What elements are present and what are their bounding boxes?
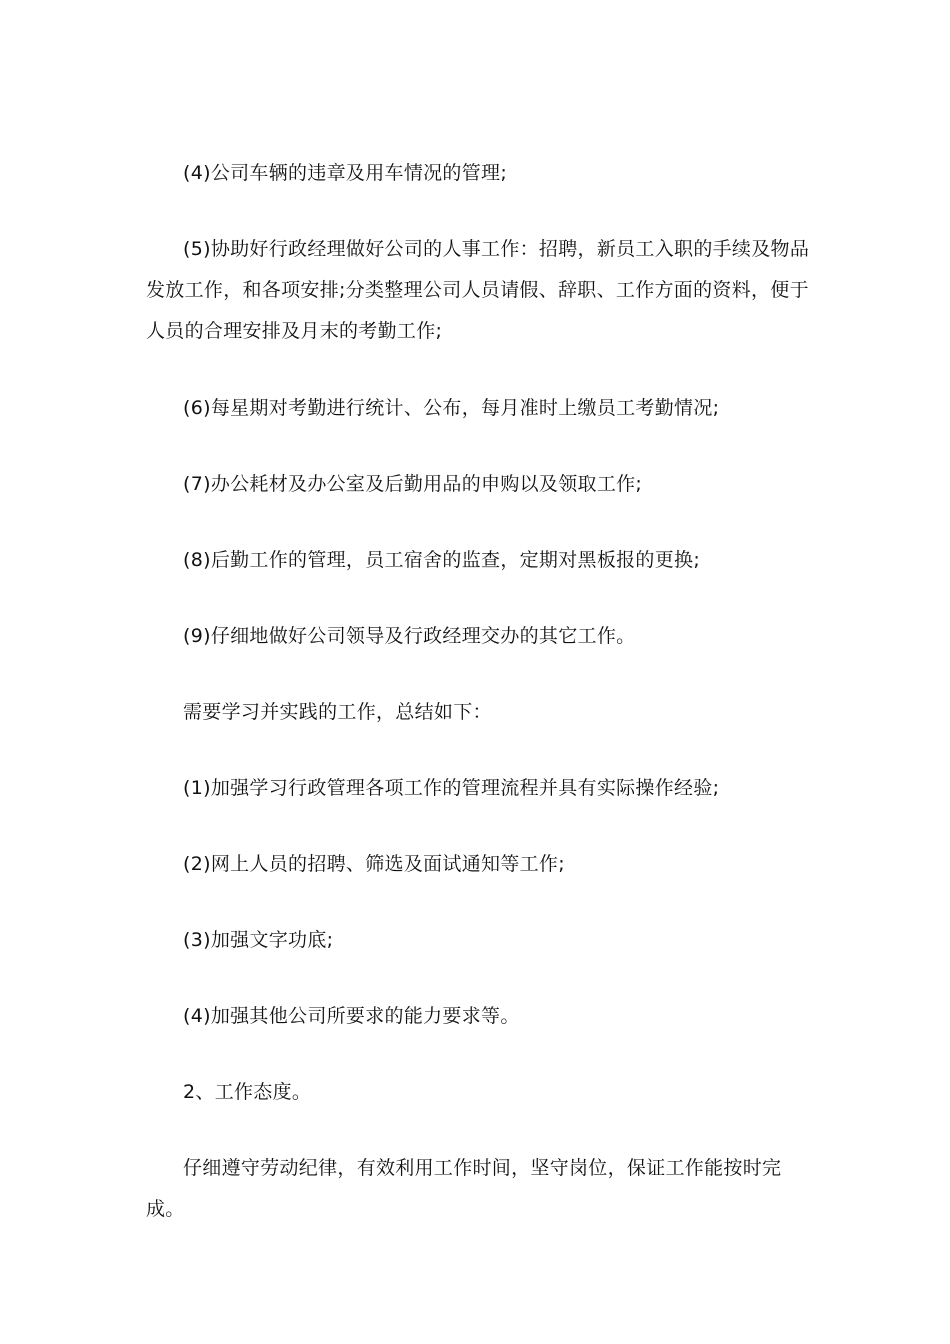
paragraph-learning-item-3: (3)加强文字功底; (183, 929, 334, 951)
paragraph-learning-item-1: (1)加强学习行政管理各项工作的管理流程并具有实际操作经验; (183, 777, 720, 799)
paragraph-vehicle-management: (4)公司车辆的违章及用车情况的管理; (183, 162, 508, 184)
paragraph-office-supplies: (7)办公耗材及办公室及后勤用品的申购以及领取工作; (183, 473, 643, 495)
paragraph-learning-summary-heading: 需要学习并实践的工作，总结如下： (183, 701, 492, 723)
paragraph-hr-assistance: (5)协助好行政经理做好公司的人事工作：招聘，新员工入职的手续及物品发放工作，和各项安排;分类整理公司人员请假、辞职、工作方面的资料，便于人员的合理安排及月末的考勤工作; (146, 238, 810, 342)
paragraph-learning-item-4: (4)加强其他公司所要求的能力要求等。 (183, 1005, 520, 1027)
section-heading-work-attitude: 2、工作态度。 (183, 1081, 312, 1103)
paragraph-work-attitude: 仔细遵守劳动纪律，有效利用工作时间，坚守岗位，保证工作能按时完成。 (146, 1157, 782, 1220)
paragraph-attendance-statistics: (6)每星期对考勤进行统计、公布，每月准时上缴员工考勤情况; (183, 397, 720, 419)
paragraph-other-tasks: (9)仔细地做好公司领导及行政经理交办的其它工作。 (183, 625, 636, 647)
paragraph-learning-item-2: (2)网上人员的招聘、筛选及面试通知等工作; (183, 853, 565, 875)
paragraph-logistics-management: (8)后勤工作的管理，员工宿舍的监查，定期对黑板报的更换; (183, 549, 701, 571)
